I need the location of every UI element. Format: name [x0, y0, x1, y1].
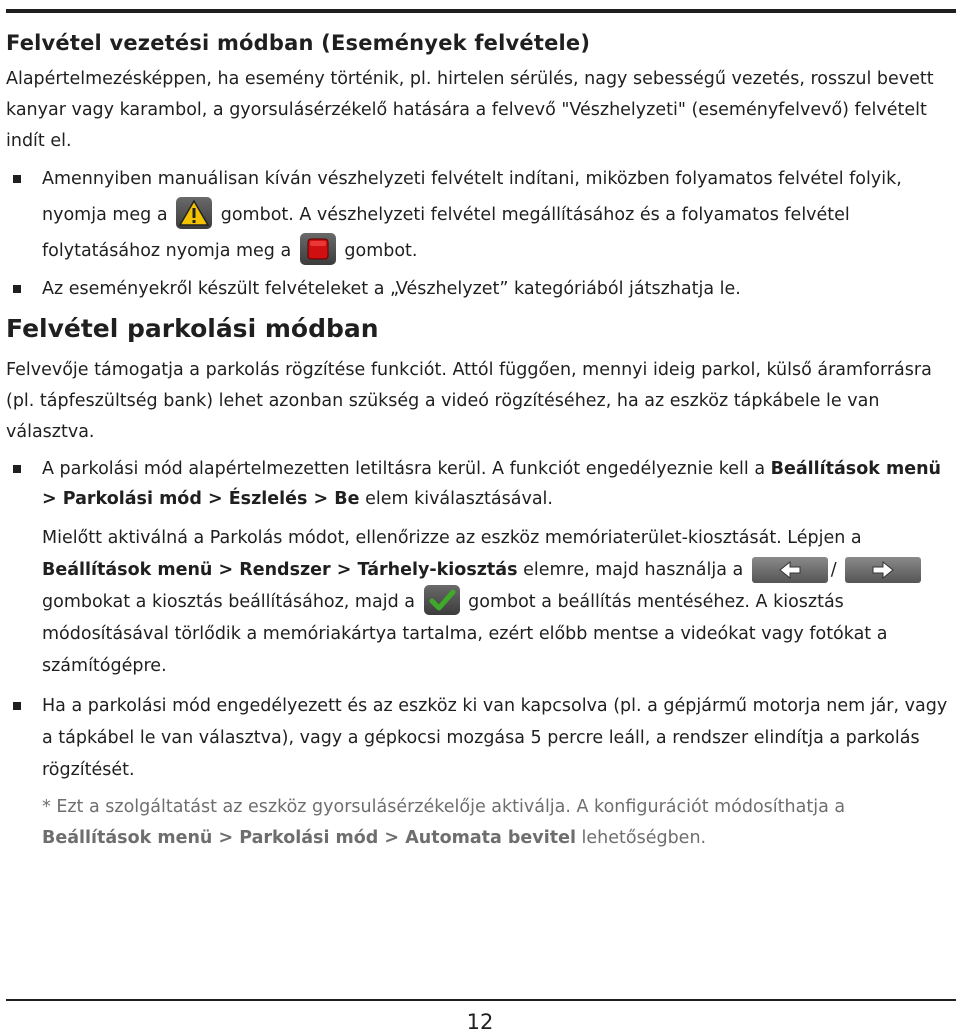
section1-bullet1-text-a: Amennyiben manuálisan kíván vészhelyzeti felvételt indítani, miközben folyamatos felvétel folyik, nyomja meg a [42, 169, 902, 225]
menu-path-separator: > [212, 560, 240, 580]
section1-bullet1-text-c: gombot. [344, 241, 418, 261]
stop-square-icon [300, 233, 336, 265]
menu-path-system: Rendszer [239, 560, 331, 580]
bottom-rule [6, 999, 956, 1001]
menu-path-settings: Beállítások menü [770, 459, 942, 479]
section2-storage-paragraph [6, 522, 951, 682]
top-rule [6, 9, 956, 13]
page-content [6, 22, 951, 854]
arrow-right-icon [845, 557, 921, 583]
warning-triangle-icon [176, 197, 212, 229]
section2-bullet2-text: Ha a parkolási mód engedélyezett és az eszköz ki van kapcsolva (pl. a gépjármű motorja nem jár, vagy a tápkábel le van választva), vagy a gépkocsi mozgása 5 percre leáll, a rendszer elindítja a parkolás rögzítését. [42, 696, 948, 780]
menu-path-settings: Beállítások menü [42, 828, 213, 848]
arrow-slash: / [830, 560, 837, 580]
section1-title: Felvétel vezetési módban (Események felvétele) [6, 31, 591, 55]
footnote-text-c: lehetőségben. [575, 828, 707, 848]
menu-path-separator: > [42, 489, 63, 509]
bullet-marker [13, 465, 21, 473]
bullet-marker [13, 702, 21, 710]
section2-bullet1-text-c: elem kiválasztásával. [359, 489, 553, 509]
bullet-marker [13, 175, 21, 183]
page-number: 12 [466, 1010, 494, 1034]
menu-path-detection: Észlelés [228, 489, 308, 509]
menu-path-parking-mode: Parkolási mód [239, 828, 379, 848]
menu-path-separator: > [201, 489, 229, 509]
section1-bullet2-text: Az eseményekről készült felvételeket a „Vészhelyzet” kategóriából játszhatja le. [42, 279, 741, 299]
menu-path-auto-input: Automata bevitel [405, 828, 576, 848]
menu-path-separator: > [307, 489, 335, 509]
section1-intro: Alapértelmezésképpen, ha esemény történik, pl. hirtelen sérülés, nagy sebességű vezetés, rosszul bevett kanyar vagy karambol, a gyorsulásérzékelő hatására a felvevő "Vészhelyzeti" (eseményfelvevő) felvételt indít el. [6, 69, 934, 151]
section2-bullet1-text-a: A parkolási mód alapértelmezetten letiltásra kerül. A funkciót engedélyeznie kell a [42, 459, 766, 479]
menu-path-separator: > [330, 560, 358, 580]
menu-path-on: Be [334, 489, 360, 509]
menu-path-settings: Beállítások menü [42, 560, 213, 580]
storage-text-d: gombokat a kiosztás beállításához, majd a [42, 592, 415, 612]
menu-path-storage-allocation: Tárhely-kiosztás [357, 560, 518, 580]
section1-bullet1-text-b: gombot. A vészhelyzeti felvétel megállításához és a folyamatos felvétel folytatásához nyomja meg a [42, 205, 850, 261]
section2-bullets [6, 454, 951, 514]
checkmark-icon [424, 585, 460, 615]
menu-path-separator: > [378, 828, 406, 848]
section2-bullets-2 [6, 690, 951, 786]
storage-text-c: elemre, majd használja a [517, 560, 744, 580]
list-item [6, 161, 951, 269]
footnote [6, 792, 951, 854]
list-item [6, 273, 951, 305]
footnote-text-a: * Ezt a szolgáltatást az eszköz gyorsulásérzékelője aktiválja. A konfigurációt módosíthatja a [42, 797, 846, 817]
list-item [6, 690, 951, 786]
storage-text-a: Mielőtt aktiválná a Parkolás módot, ellenőrizze az eszköz memóriaterület-kiosztását. Lépjen a [42, 528, 862, 548]
arrow-left-icon [752, 557, 828, 583]
menu-path-separator: > [212, 828, 240, 848]
section2-intro: Felvevője támogatja a parkolás rögzítése funkciót. Attól függően, mennyi ideig parkol, külső áramforrásra (pl. tápfeszültség bank) lehet azonban szükség a videó rögzítéséhez, ha az eszköz tápkábele le van választva. [6, 360, 932, 442]
bullet-marker [13, 285, 21, 293]
section2-title: Felvétel parkolási módban [6, 314, 379, 343]
menu-path-parking-mode: Parkolási mód [62, 489, 202, 509]
list-item [6, 454, 951, 514]
section1-bullets [6, 161, 951, 305]
storage-text-e: gombot a beállítás mentéséhez. A kiosztás módosításával törlődik a memóriakártya tartalma, ezért előbb mentse a videókat vagy fotókat a számítógépre. [42, 592, 888, 676]
